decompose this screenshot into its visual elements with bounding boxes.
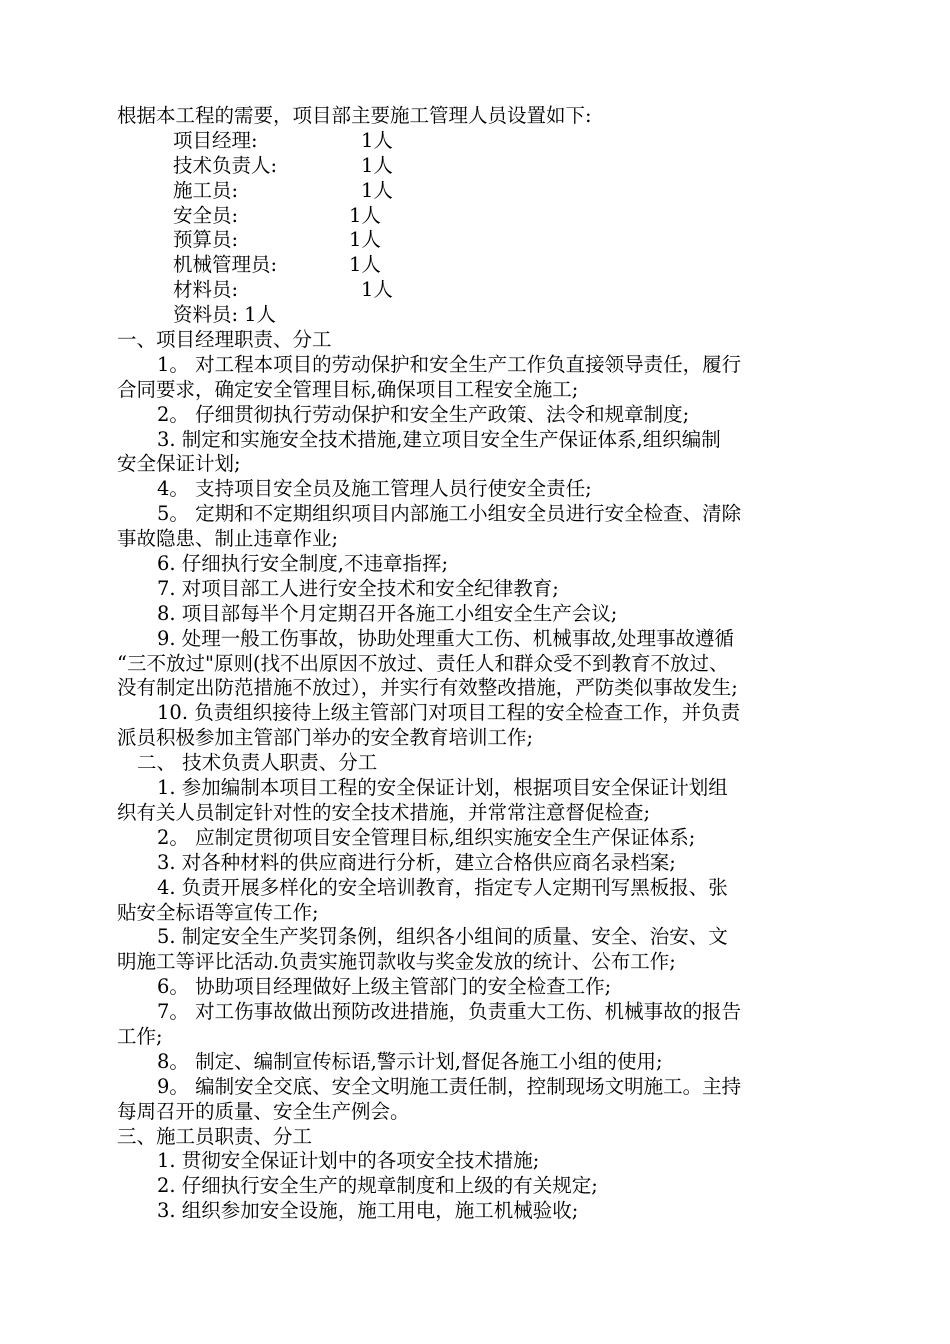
staff-role: 技术负责人: [173,153,278,177]
paragraph-line: 1. 参加编制本项目工程的安全保证计划，根据项目安全保证计划组 [157,776,728,800]
staff-count: 1人 [349,228,381,252]
paragraph-line: 没有制定出防范措施不放过），并实行有效整改措施，严防类似事故发生; [117,676,738,700]
paragraph-line: 8。 制定、编制宣传标语,警示计划,督促各施工小组的使用; [157,1049,663,1073]
staff-count: 1人 [361,128,393,152]
staff-row-safety-officer [117,204,835,229]
staff-count: 1人 [361,153,393,177]
paragraph-line: 1. 贯彻安全保证计划中的各项安全技术措施; [157,1149,540,1173]
paragraph-line: “三不放过"原则(找不出原因不放过、责任人和群众受不到教育不放过、 [117,651,729,675]
staff-role: 机械管理员: [173,253,278,277]
paragraph-line: 2. 仔细执行安全生产的规章制度和上级的有关规定; [157,1174,598,1198]
paragraph-line: 3. 制定和实施安全技术措施,建立项目安全生产保证体系,组织编制 [157,427,721,451]
paragraph-line: 安全保证计划; [117,452,241,476]
paragraph-line: 事故隐患、制止违章作业; [117,527,339,551]
paragraph-line: 4。 支持项目安全员及施工管理人员行使安全责任; [157,477,592,501]
paragraph-line: 1。 对工程本项目的劳动保护和安全生产工作负直接领导责任，履行 [157,352,742,376]
staff-row-materials-officer [117,278,835,303]
document-body [117,104,835,1224]
paragraph-line: 工作; [117,1024,163,1048]
staff-count: 1人 [361,178,393,202]
staff-count: 1人 [361,278,393,302]
staff-row-project-manager [117,129,835,154]
staff-count: 1人 [349,203,381,227]
staff-row-records-officer [117,303,835,328]
staff-role: 预算员: [173,228,239,252]
staff-role: 资料员: [173,303,239,327]
paragraph-line: 2。 应制定贯彻项目安全管理目标,组织实施安全生产保证体系; [157,825,696,849]
paragraph-line: 9. 处理一般工伤事故，协助处理重大工伤、机械事故,处理事故遵循 [157,626,735,650]
staff-count: 1人 [244,303,276,327]
section-heading: 一、项目经理职责、分工 [117,328,332,352]
paragraph-line: 3. 组织参加安全设施，施工用电，施工机械验收; [157,1199,579,1223]
intro-line: 根据本工程的需要，项目部主要施工管理人员设置如下: [117,104,592,127]
paragraph-line: 贴安全标语等宣传工作; [117,900,319,924]
paragraph-line: 明施工等评比活动.负责实施罚款收与奖金发放的统计、公布工作; [117,950,676,974]
staff-role: 项目经理: [173,128,258,152]
paragraph-line: 5。 定期和不定期组织项目内部施工小组安全员进行安全检查、清除 [157,502,742,526]
paragraph-line: 7. 对项目部工人进行安全技术和安全纪律教育; [157,576,559,600]
paragraph-line: 9。 编制安全交底、安全文明施工责任制，控制现场文明施工。主持 [157,1074,742,1098]
staff-row-constructor [117,179,835,204]
paragraph-line: 5. 制定安全生产奖罚条例，组织各小组间的质量、安全、治安、文 [157,925,728,949]
section-heading: 二、 技术负责人职责、分工 [137,751,378,775]
paragraph-line: 8. 项目部每半个月定期召开各施工小组安全生产会议; [157,601,618,625]
section-heading: 三、施工员职责、分工 [117,1124,313,1148]
paragraph-line: 4. 负责开展多样化的安全培训教育，指定专人定期刊写黑板报、张 [157,875,728,899]
staff-role: 施工员: [173,178,239,202]
staff-count: 1人 [349,253,381,277]
staff-role: 安全员: [173,203,239,227]
paragraph-line: 3. 对各种材料的供应商进行分析，建立合格供应商名录档案; [157,850,676,874]
paragraph-line: 10. 负责组织接待上级主管部门对项目工程的安全检查工作，并负责 [157,701,741,725]
paragraph-line: 合同要求，确定安全管理目标,确保项目工程安全施工; [117,377,579,401]
staff-row-machinery-manager [117,253,835,278]
paragraph-line: 派员积极参加主管部门举办的安全教育培训工作; [117,726,534,750]
paragraph-line: 7。 对工伤事故做出预防改进措施，负责重大工伤、机械事故的报告 [157,1000,742,1024]
staff-row-budget-officer [117,228,835,253]
paragraph-line: 2。 仔细贯彻执行劳动保护和安全生产政策、法令和规章制度; [157,402,690,426]
paragraph-line: 每周召开的质量、安全生产例会。 [117,1099,410,1123]
staff-row-technical-lead [117,154,835,179]
staff-role: 材料员: [173,278,239,302]
paragraph-line: 6。 协助项目经理做好上级主管部门的安全检查工作; [157,975,612,999]
paragraph-line: 6. 仔细执行安全制度,不违章指挥; [157,552,449,576]
paragraph-line: 织有关人员制定针对性的安全技术措施，并常常注意督促检查; [117,800,651,824]
